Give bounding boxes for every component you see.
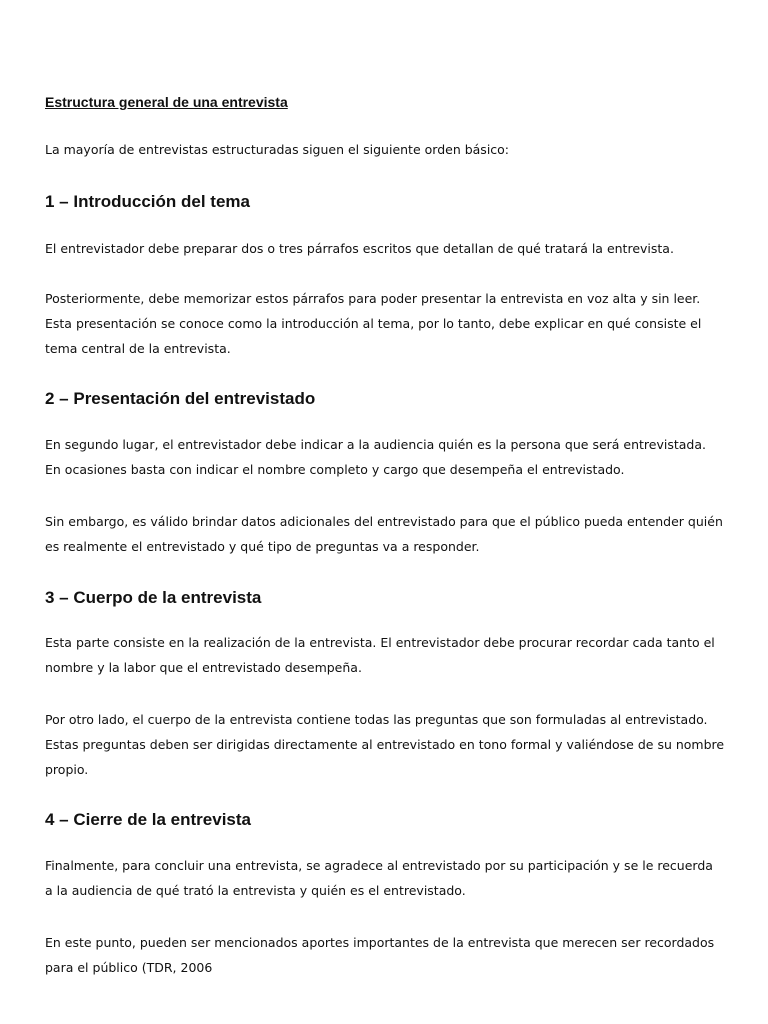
text-line: En este punto, pueden ser mencionados aportes importantes de la entrevista que merecen ser recordados <box>45 935 715 950</box>
section-1-paragraph-1 <box>45 236 723 261</box>
section-4-paragraph-2 <box>45 930 723 980</box>
section-heading-3: 3 – Cuerpo de la entrevista <box>45 588 262 607</box>
text-line: nombre y la labor que el entrevistado desempeña. <box>45 660 362 675</box>
text-line: Por otro lado, el cuerpo de la entrevista contiene todas las preguntas que son formuladas al entrevistado. <box>45 712 708 727</box>
intro-paragraph: La mayoría de entrevistas estructuradas siguen el siguiente orden básico: <box>45 142 510 157</box>
section-1-paragraph-2 <box>45 286 723 361</box>
section-4-paragraph-1 <box>45 853 723 903</box>
section-2-paragraph-2 <box>45 509 723 559</box>
text-line: En segundo lugar, el entrevistador debe indicar a la audiencia quién es la persona que será entrevistada. <box>45 437 706 452</box>
section-3-paragraph-1 <box>45 630 723 680</box>
text-line: Esta presentación se conoce como la introducción al tema, por lo tanto, debe explicar en qué consiste el <box>45 316 702 331</box>
text-line: Esta parte consiste en la realización de la entrevista. El entrevistador debe procurar recordar cada tanto el <box>45 635 715 650</box>
text-line: Sin embargo, es válido brindar datos adicionales del entrevistado para que el público pueda entender quién <box>45 514 723 529</box>
text-line: propio. <box>45 762 89 777</box>
text-line: Estas preguntas deben ser dirigidas directamente al entrevistado en tono formal y valiéndose de su nombre <box>45 737 725 752</box>
text-line: tema central de la entrevista. <box>45 341 231 356</box>
text-line: Posteriormente, debe memorizar estos párrafos para poder presentar la entrevista en voz alta y sin leer. <box>45 291 701 306</box>
text-line: En ocasiones basta con indicar el nombre completo y cargo que desempeña el entrevistado. <box>45 462 625 477</box>
text-line: para el público (TDR, 2006 <box>45 960 213 975</box>
section-heading-2: 2 – Presentación del entrevistado <box>45 389 316 408</box>
section-heading-1: 1 – Introducción del tema <box>45 192 250 211</box>
section-3-paragraph-2 <box>45 707 723 782</box>
text-line: es realmente el entrevistado y qué tipo de preguntas va a responder. <box>45 539 480 554</box>
section-2-paragraph-1 <box>45 432 723 482</box>
text-line: El entrevistador debe preparar dos o tres párrafos escritos que detallan de qué tratará la entrevista. <box>45 241 674 256</box>
section-heading-4: 4 – Cierre de la entrevista <box>45 810 252 829</box>
text-line: Finalmente, para concluir una entrevista, se agradece al entrevistado por su participación y se le recuerda <box>45 858 713 873</box>
document-title: Estructura general de una entrevista <box>45 94 288 110</box>
text-line: a la audiencia de qué trató la entrevista y quién es el entrevistado. <box>45 883 466 898</box>
